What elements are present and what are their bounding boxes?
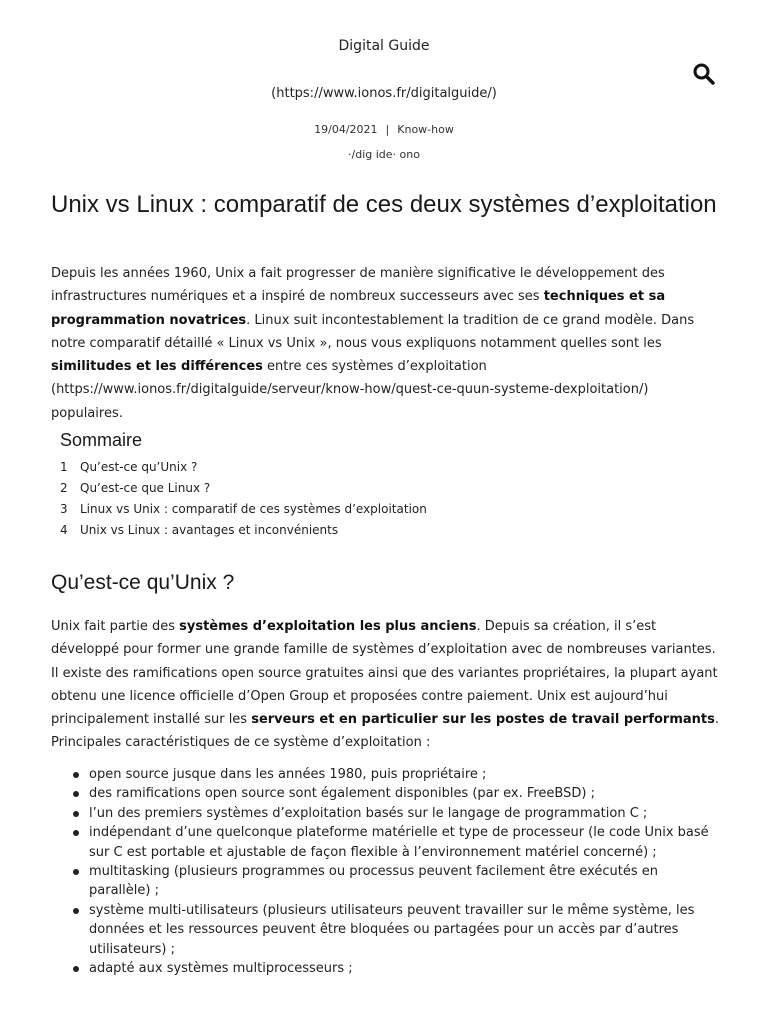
search-icon [692,62,716,86]
toc-link[interactable]: Linux vs Unix : comparatif de ces systèmes d’exploitation [80,502,427,516]
intro-paragraph [51,262,723,425]
meta-separator: | [385,123,390,136]
site-url[interactable]: (https://www.ionos.fr/digitalguide/) [271,86,497,101]
list-item: système multi-utilisateurs (plusieurs utilisateurs peuvent travailler sur le même système, les données et les ressources peuvent être bloquées ou partagées pour un accès par d’autres utilisateurs) ; [70,901,720,959]
toc-link[interactable]: Unix vs Linux : avantages et inconvénients [80,523,339,537]
feature-list [70,765,720,978]
search-button[interactable] [692,62,716,86]
intro-text: Depuis les années 1960, Unix a fait progresser de manière significative le développement des infrastructures numériques et a inspiré de nombreux successeurs avec ses [51,266,665,305]
paragraph-text: . Depuis sa création, il s’est développé pour former une grande famille de systèmes d’exploitation avec de nombreuses variantes. Il existe des ramifications open source gratuites ainsi que des variantes propriétaires, la plupart ayant obtenu une licence officielle d’Open Group et proposées contre paiement. Unix est aujourd’hui principalement installé sur les [51,619,718,728]
intro-bold: techniques et sa programmation novatrices [51,289,666,328]
toc-link[interactable]: Qu’est-ce que Linux ? [80,481,211,495]
intro-text: . Linux suit incontestablement la tradition de ce grand modèle. Dans notre comparatif détaillé « Linux vs Unix », nous vous expliquons notamment quelles sont les [51,312,695,351]
list-item: l’un des premiers systèmes d’exploitation basés sur le langage de programmation C ; [70,804,720,823]
intro-bold: similitudes et les différences [51,359,263,375]
toc-link[interactable]: Qu’est-ce qu’Unix ? [80,460,198,474]
broken-image-text: ·/dig ide· ono [348,148,420,161]
list-item: adapté aux systèmes multiprocesseurs ; [70,959,720,978]
toc-item[interactable] [60,457,660,478]
toc-number: 1 [60,460,68,474]
category-link[interactable]: Know-how [397,123,454,136]
publish-date: 19/04/2021 [314,123,378,136]
toc-number: 2 [60,481,68,495]
paragraph-bold: systèmes d’exploitation les plus anciens [179,619,477,634]
toc-number: 4 [60,523,68,537]
toc-list [60,457,660,541]
toc-item[interactable] [60,478,660,499]
toc-title: Sommaire [60,430,143,450]
section-paragraph [51,615,723,755]
site-title[interactable]: Digital Guide [338,38,430,54]
list-item: multitasking (plusieurs programmes ou processus peuvent facilement être exécutés en parallèle) ; [70,862,720,901]
table-of-contents [60,430,660,541]
intro-text: entre ces systèmes d’exploitation (https://www.ionos.fr/digitalguide/serveur/know-how/quest-ce-quun-systeme-dexploitation/) populaires. [51,359,649,421]
list-item: open source jusque dans les années 1980, puis propriétaire ; [70,765,720,784]
article-meta [0,123,768,136]
paragraph-text: Unix fait partie des [51,619,180,634]
page-title: Unix vs Linux : comparatif de ces deux systèmes d’exploitation [51,191,717,218]
toc-number: 3 [60,502,68,516]
list-item: des ramifications open source sont également disponibles (par ex. FreeBSD) ; [70,784,720,803]
section-title: Qu’est-ce qu’Unix ? [51,571,235,594]
paragraph-text: . Principales caractéristiques de ce système d’exploitation : [51,712,720,751]
list-item: indépendant d’une quelconque plateforme matérielle et type de processeur (le code Unix basé sur C est portable et ajustable de façon flexible à l’environnement matériel concerné) ; [70,823,720,862]
toc-item[interactable] [60,499,660,520]
toc-item[interactable] [60,520,660,541]
paragraph-bold: serveurs et en particulier sur les postes de travail performants [251,712,715,728]
